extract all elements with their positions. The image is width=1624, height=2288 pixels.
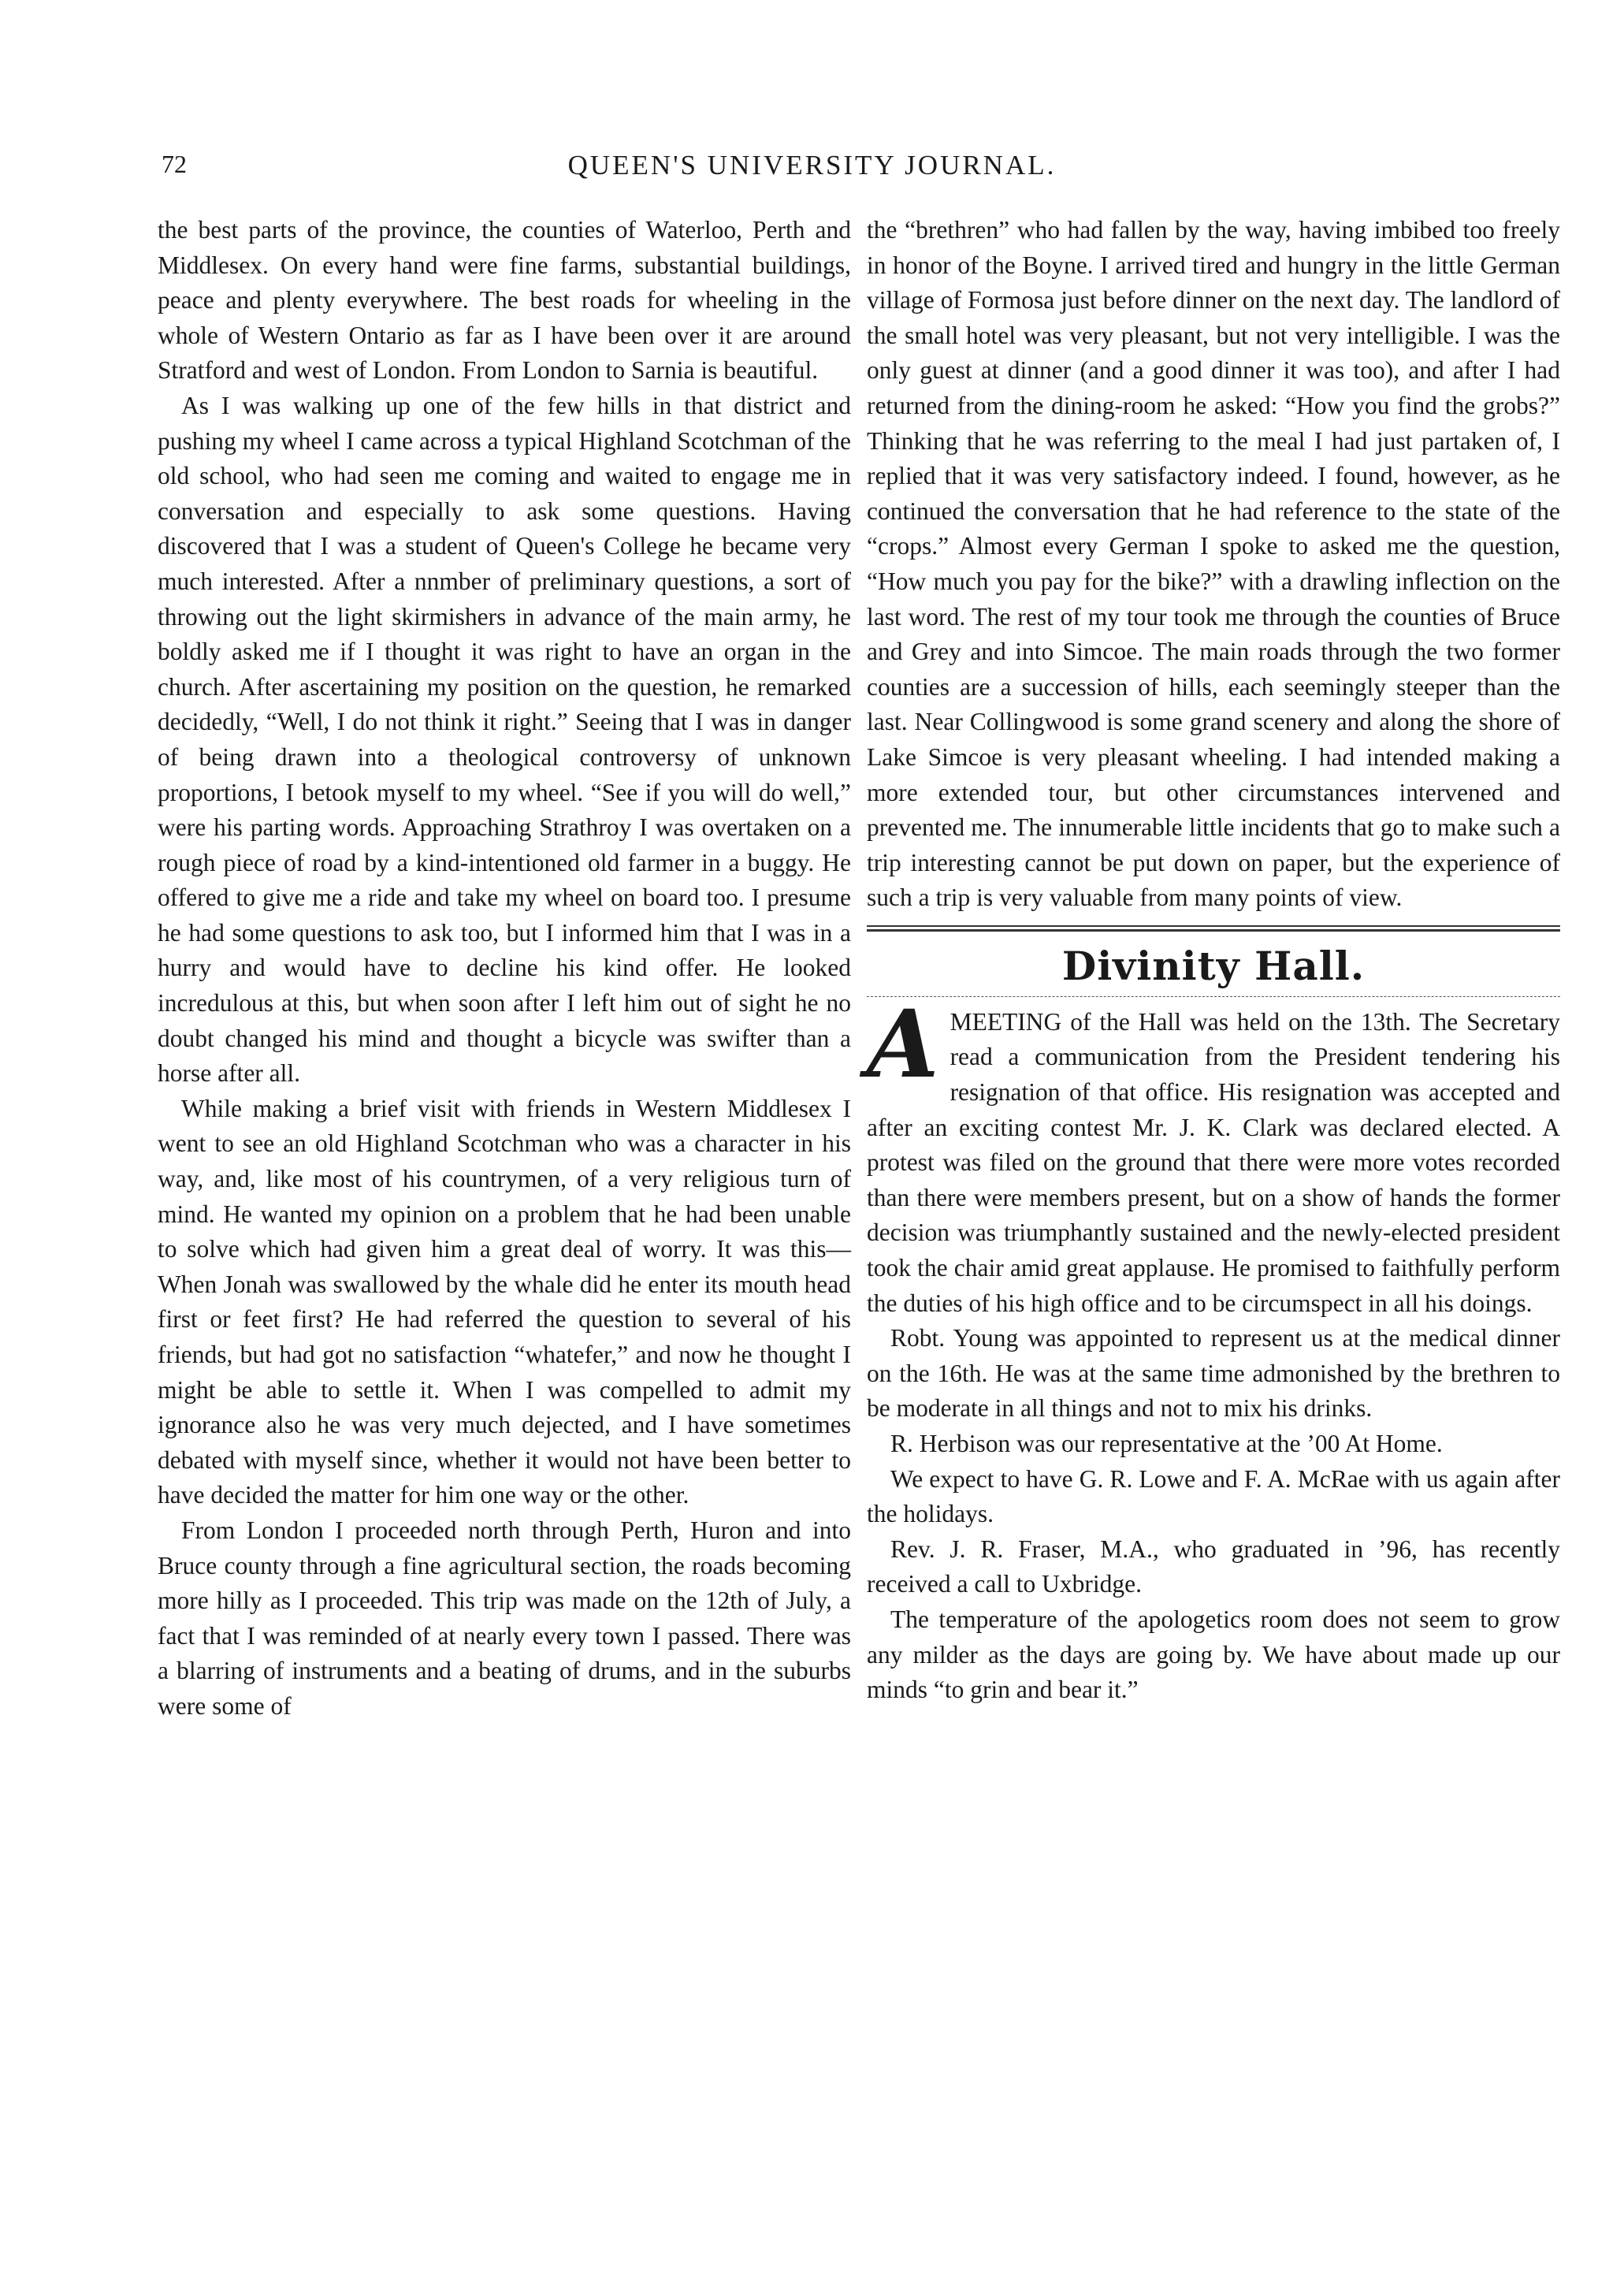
paragraph: We expect to have G. R. Lowe and F. A. McRae with us again after the holidays.	[867, 1464, 1560, 1528]
paragraph: The temperature of the apologetics room does not seem to grow any milder as the days are going by. We have about made up our minds “to grin and bear it.”	[867, 1605, 1560, 1704]
paragraph: As I was walking up one of the few hills in that district and pushing my wheel I came across a typical Highland Scotchman of the old school, who had seen me coming and waited to engage me in conversation and especially to ask some questions. Having discovered that I was a student of Queen's College he became very much interested. After a nnmber of preliminary questions, a sort of throwing out the light skirmishers in advance of the main army, he boldly asked me if I thought it was right to have an organ in the church. After ascertaining my position on the question, he remarked decidedly, “Well, I do not think it right.” Seeing that I was in danger of being drawn into a theological controversy of unknown proportions, I betook myself to my wheel. “See if you will do well,” were his parting words. Approaching Strathroy I was overtaken on a rough piece of road by a kind-intentioned old farmer in a buggy. He offered to give me a ride and take my wheel on board too. I presume he had some questions to ask too, but I informed him that I was in a hurry and would have to decline his kind offer. He looked incredulous at this, but when soon after I left him out of sight he no doubt changed his mind and thought a bicycle was swifter than a horse after all.	[158, 391, 851, 1088]
left-column	[158, 213, 851, 1724]
paragraph: the best parts of the province, the counties of Waterloo, Perth and Middlesex. On every hand were fine farms, substantial buildings, peace and plenty everywhere. The best roads for wheeling in the whole of Western Ontario as far as I have been over it are around Stratford and west of London. From London to Sarnia is beautiful.	[158, 216, 851, 385]
page-number: 72	[162, 150, 187, 178]
paragraph: R. Herbison was our representative at the ’00 At Home.	[890, 1430, 1443, 1457]
section-divider	[867, 924, 1560, 933]
journal-title: QUEEN'S UNIVERSITY JOURNAL.	[567, 150, 1057, 180]
paragraph: From London I proceeded north through Perth, Huron and into Bruce county through a fine agricultural section, the roads becoming more hilly as I proceeded. This trip was made on the 12th of July, a fact that I was reminded of at nearly every town I passed. There was a blarring of instruments and a beating of drums, and in the suburbs were some of	[158, 1516, 851, 1720]
section-title: Divinity Hall.	[1061, 942, 1366, 989]
paragraph: Robt. Young was appointed to represent us at the medical dinner on the 16th. He was at the same time admonished by the brethren to be moderate in all things and not to mix his drinks.	[867, 1324, 1560, 1423]
paragraph: the “brethren” who had fallen by the way, having imbibed too freely in honor of the Boyne. I arrived tired and hungry in the little German village of Formosa just before dinner on the next day. The landlord of the small hotel was very pleasant, but not very intelligible. I was the only guest at dinner (and a good dinner it was too), and after I had returned from the dining-room he asked: “How you find the grobs?” Thinking that he was referring to the meal I had just partaken of, I replied that it was very satisfactory indeed. I found, however, as he continued the conversation that he had reference to the state of the “crops.” Almost every German I spoke to asked me the question, “How much you pay for the bike?” with a drawling inflection on the last word. The rest of my tour took me through the counties of Bruce and Grey and into Simcoe. The main roads through the two former counties are a succession of hills, each seemingly steeper than the last. Near Collingwood is some grand scenery and along the shore of Lake Simcoe is very pleasant wheeling. I had intended making a more extended tour, but other circumstances intervened and prevented me. The innumerable little incidents that go to make such a trip interesting cannot be put down on paper, but the experience of such a trip is very valuable from many points of view.	[867, 216, 1560, 912]
page-header	[0, 150, 1624, 197]
paragraph: Rev. J. R. Fraser, M.A., who graduated in ’96, has recently received a call to Uxbridge.	[867, 1535, 1560, 1598]
paragraph-text: MEETING of the Hall was held on the 13th. The Secretary read a communication from the President tendering his resignation of that office. His resignation was accepted and after an exciting contest Mr. J. K. Clark was declared elected. A protest was filed on the ground that there were more votes recorded than there were members present, but on a show of hands the former decision was triumphantly sustained and the newly-elected president took the chair amid great applause. He promised to faithfully perform the duties of his high office and to be circumspect in all his doings.	[867, 1007, 1560, 1317]
right-column	[867, 213, 1560, 1708]
section-first-paragraph	[867, 988, 1560, 1321]
paragraph: While making a brief visit with friends in Western Middlesex I went to see an old Highland Scotchman who was a character in his way, and, like most of his countrymen, of a very religious turn of mind. He wanted my opinion on a problem that he had been unable to solve which had given him a great deal of worry. It was this—When Jonah was swallowed by the whale did he enter its mouth head first or feet first? He had referred the question to several of his friends, but had got no satisfaction “whatefer,” and now he thought I might be able to settle it. When I was compelled to admit my ignorance also he was very much dejected, and I have sometimes debated with myself since, whether it would not have been better to have decided the matter for him one way or the other.	[158, 1094, 851, 1509]
section-title-rule	[867, 996, 1560, 997]
drop-cap: A	[867, 988, 939, 1099]
